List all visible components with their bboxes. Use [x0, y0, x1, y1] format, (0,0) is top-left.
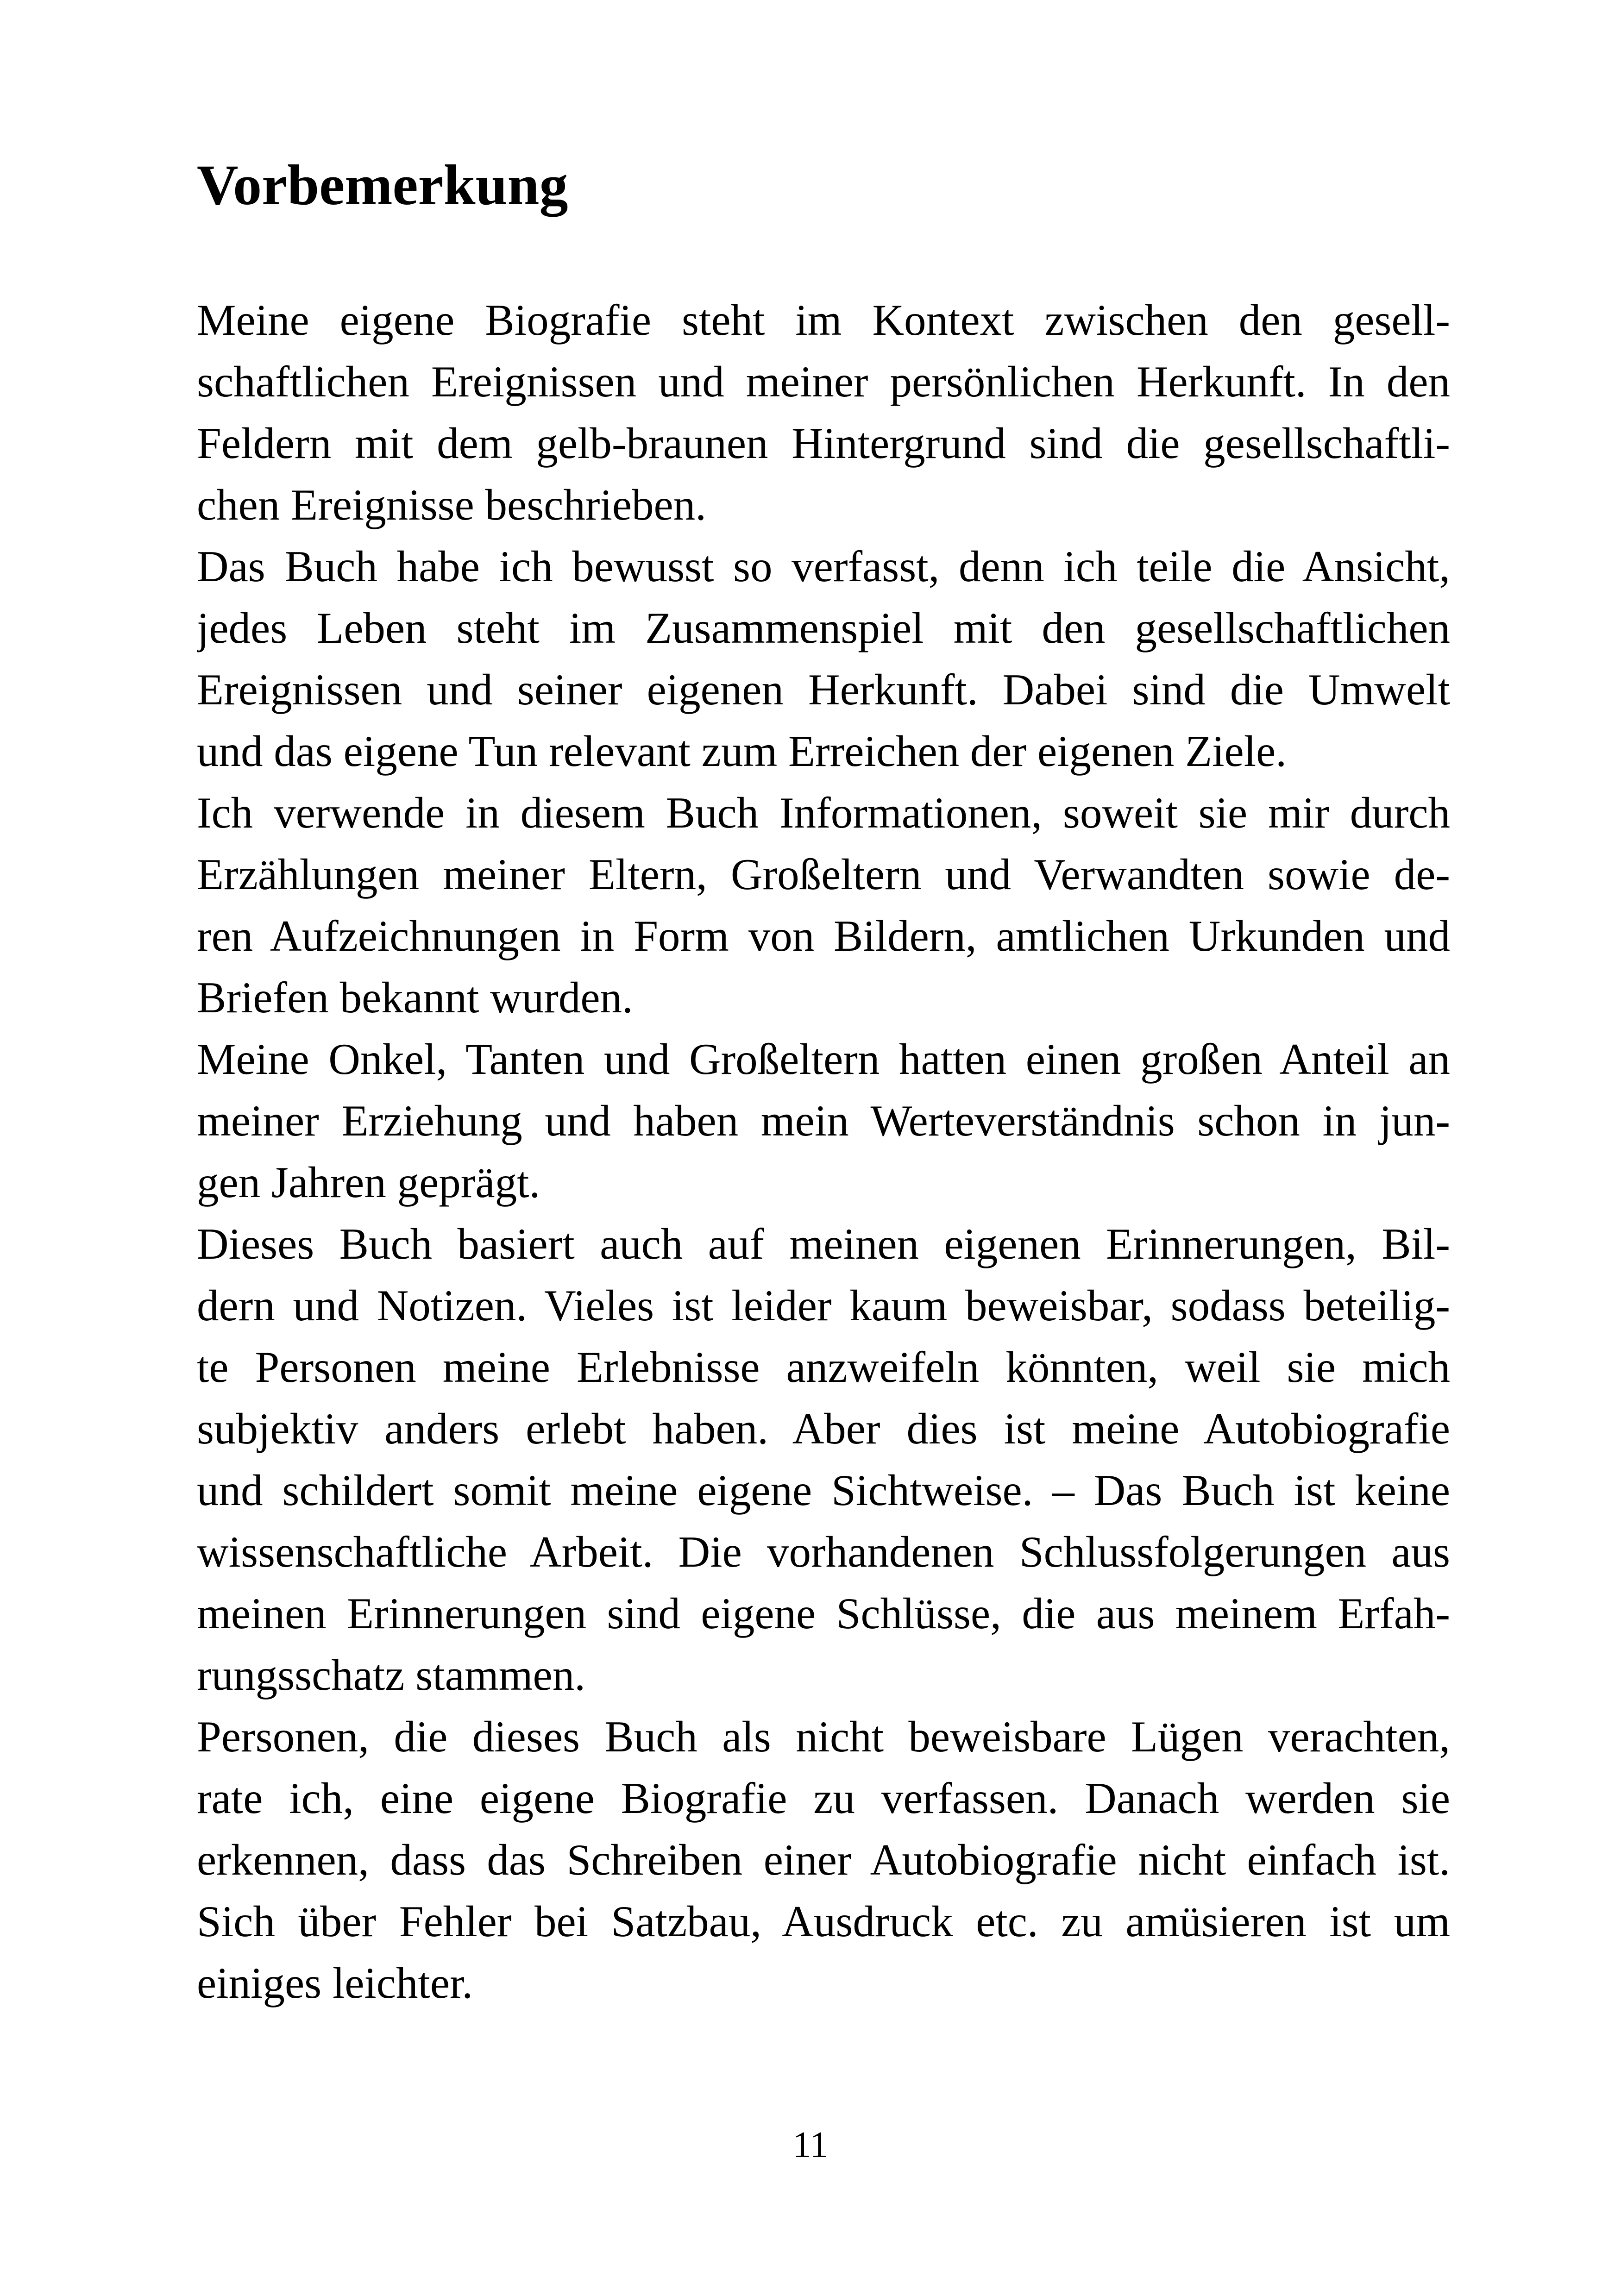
text-line: te Personen meine Erlebnisse anzweifeln könnten, weil sie mich: [197, 1342, 1450, 1392]
text-line: meiner Erziehung und haben mein Werteverständnis schon in jun-: [197, 1096, 1450, 1145]
text-line: wissenschaftliche Arbeit. Die vorhandenen Schlussfolgerungen aus: [197, 1527, 1450, 1576]
text-line: jedes Leben steht im Zusammenspiel mit den gesellschaftlichen: [197, 603, 1450, 652]
text-line: schaftlichen Ereignissen und meiner persönlichen Herkunft. In den: [197, 357, 1450, 406]
text-line: und das eigene Tun relevant zum Erreichen der eigenen Ziele.: [197, 727, 1287, 776]
body-text: [197, 289, 1450, 2014]
text-line: ren Aufzeichnungen in Form von Bildern, amtlichen Urkunden und: [197, 911, 1450, 960]
text-line: chen Ereignisse beschrieben.: [197, 480, 706, 529]
text-line: Erzählungen meiner Eltern, Großeltern und Verwandten sowie de-: [197, 850, 1450, 899]
text-line: dern und Notizen. Vieles ist leider kaum beweisbar, sodass beteilig-: [197, 1281, 1450, 1330]
chapter-heading: Vorbemerkung: [197, 153, 568, 217]
text-line: rate ich, eine eigene Biografie zu verfassen. Danach werden sie: [197, 1774, 1450, 1823]
text-line: Dieses Buch basiert auch auf meinen eigenen Erinnerungen, Bil-: [197, 1219, 1450, 1268]
text-line: gen Jahren geprägt.: [197, 1158, 540, 1207]
text-line: Feldern mit dem gelb-braunen Hintergrund sind die gesellschaftli-: [197, 419, 1450, 468]
text-line: und schildert somit meine eigene Sichtweise. – Das Buch ist keine: [197, 1466, 1450, 1515]
text-line: subjektiv anders erlebt haben. Aber dies ist meine Autobiografie: [197, 1404, 1450, 1453]
page-number: 11: [792, 2125, 829, 2165]
text-line: Briefen bekannt wurden.: [197, 973, 633, 1022]
text-line: rungsschatz stammen.: [197, 1650, 585, 1700]
text-line: Personen, die dieses Buch als nicht beweisbare Lügen verachten,: [197, 1712, 1450, 1761]
text-line: Meine Onkel, Tanten und Großeltern hatten einen großen Anteil an: [197, 1035, 1450, 1084]
text-line: Meine eigene Biografie steht im Kontext zwischen den gesell-: [197, 295, 1450, 345]
text-line: Ich verwende in diesem Buch Informationen, soweit sie mir durch: [197, 788, 1450, 837]
text-line: Sich über Fehler bei Satzbau, Ausdruck etc. zu amüsieren ist um: [197, 1897, 1450, 1946]
text-line: einiges leichter.: [197, 1958, 473, 2007]
text-line: Das Buch habe ich bewusst so verfasst, denn ich teile die Ansicht,: [197, 542, 1450, 591]
text-line: Ereignissen und seiner eigenen Herkunft. Dabei sind die Umwelt: [197, 665, 1450, 714]
text-line: meinen Erinnerungen sind eigene Schlüsse, die aus meinem Erfah-: [197, 1589, 1450, 1638]
text-line: erkennen, dass das Schreiben einer Autobiografie nicht einfach ist.: [197, 1835, 1450, 1884]
